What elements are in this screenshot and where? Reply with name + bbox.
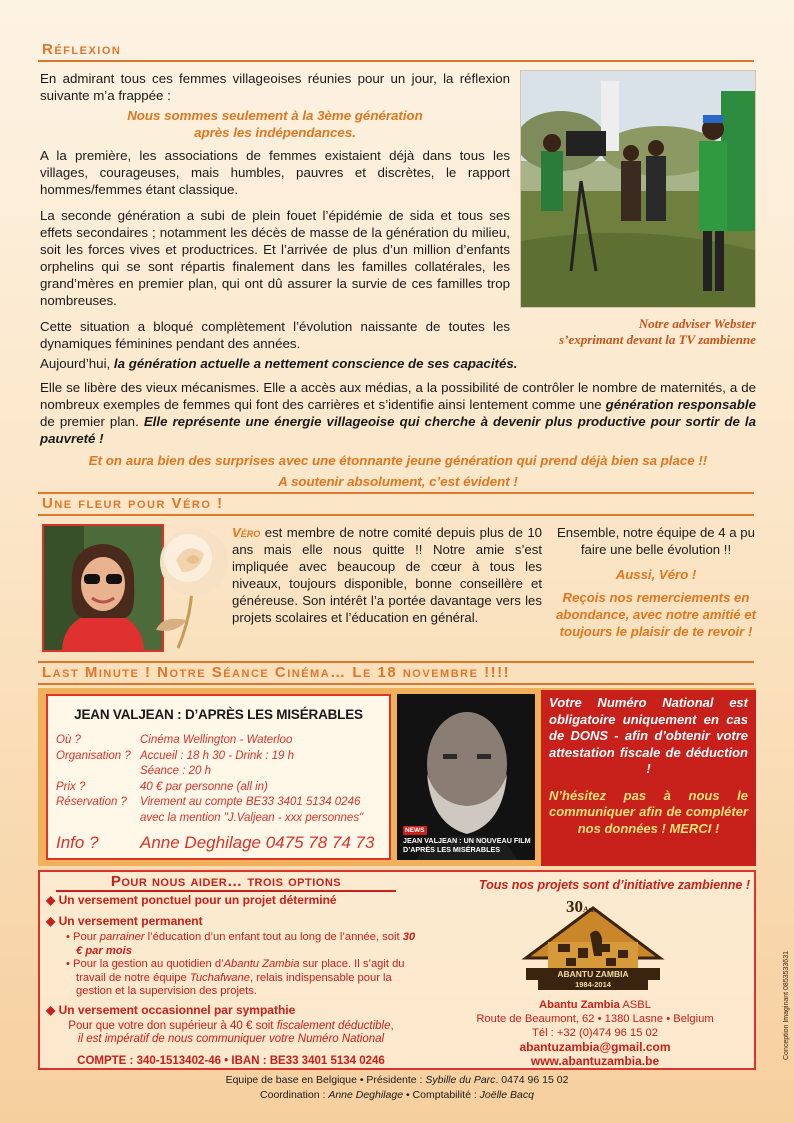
logo-name: ABANTU ZAMBIA [557, 969, 629, 979]
options-list [46, 893, 416, 1070]
design-credit: Conception Imaginant 0853533631 [783, 951, 790, 1060]
reflexion-today: Aujourd’hui, la génération actuelle a nettement conscience de ses capacités. [40, 356, 518, 371]
option-3: ◆ Un versement occasionnel par sympathie [46, 1002, 296, 1017]
vero-right-column: Ensemble, notre équipe de 4 a pu faire une belle évolution !! Aussi, Véro ! Reçois nos remerciements en abondance, avec notre amitié et toujours le plaisir de te revoir ! [555, 525, 757, 639]
logo-dates: 1984-2014 [575, 980, 611, 989]
tv-interview-illustration [521, 71, 756, 308]
reflexion-intro: En admirant tous ces femmes villageoises réunies pour un jour, la réflexion suivante m’a frappée : [40, 71, 510, 103]
org-contact: Abantu Zambia ASBL Route de Beaumont, 62 • 1380 Lasne • Belgium Tél : +32 (0)474 96 15 02 abantuzambia@gmail.com www.abantuzambia.be [450, 998, 740, 1068]
poster-caption: JEAN VALJEAN : UN NOUVEAU FILM D’APRÈS LES MISÉRABLES [403, 836, 531, 854]
reflexion-closing: Et on aura bien des surprises avec une étonnante jeune génération qui prend déjà bien sa place !! A soutenir absolument, c’est évident ! [88, 453, 708, 489]
section-title-reflexion: Réflexion [38, 40, 754, 62]
national-number-box: Votre Numéro National est obligatoire uniquement en cas de DONS - afin d’obtenir votre attestation fiscale de déduction ! N’hésitez pas à nous le communiquer afin de compléter nos données ! MERCI ! [541, 690, 756, 866]
rose-icon [142, 520, 242, 650]
options-title: Pour nous aider… trois options [56, 873, 396, 892]
film-poster [397, 694, 535, 860]
abantu-zambia-logo [518, 898, 668, 994]
poster-news-tag: NEWS [405, 827, 425, 834]
section-title-fleur: Une fleur pour Véro ! [38, 492, 754, 516]
option-2: ◆ Un versement permanent [46, 914, 203, 928]
cinema-rows: Où ? Cinéma Wellington - Waterloo Organisation ? Accueil : 18 h 30 - Drink : 19 h Séance : 20 h Prix ? 40 € par personne (all in) Réservation ? Virement au compte BE33 3401 5134 0246 avec la mention "J.Valjean - xxx personnes" [56, 734, 364, 824]
reflexion-media: Elle se libère des vieux mécanismes. Elle a accès aux médias, a la possibilité de contrôler le nombre de maternités, a de nombreux exemples de femmes qui font des carrières et s’identifie ainsi lentement comme une génération responsable de premier plan. Elle représente une énergie villageoise qui cherche à devenir plus productive pour sortir de la pauvreté ! [40, 380, 756, 446]
vero-text: Véro est membre de notre comité depuis plus de 10 ans mais elle nous quitte !! Notre amie s’est impliquée avec beaucoup de cœur à tous les niveaux, toujours disponible, bonne conseillère et généreuse. Son intérêt l’a portée davantage vers les projets scolaires et l’éducation en général. [232, 525, 542, 625]
cinema-info-row: Info ? Anne Deghilage 0475 78 74 73 [56, 833, 375, 852]
option-2-sub-2: • Pour la gestion au quotidien d’Abantu Zambia sur place. Il s’agit du travail de notre équipe Tuchafwane, relais indispensable pour la gestion et la supervision des projets. [66, 958, 405, 997]
footer: Equipe de base en Belgique • Présidente : Sybille du Parc. 0474 96 15 02 Coordination : Anne Deghilage • Comptabilité : Joëlle Bacq [225, 1074, 569, 1101]
reflexion-quote: Nous sommes seulement à la 3ème génération après les indépendances. [127, 108, 423, 140]
section-title-cinema: Last Minute ! Notre Séance Cinéma… Le 18 novembre !!!! [38, 661, 754, 685]
projects-note: Tous nos projets sont d’initiative zambienne ! [478, 878, 750, 892]
option-1: ◆ Un versement ponctuel pour un projet déterminé [46, 893, 337, 907]
photo-caption: Notre adviser Webster s’exprimant devant la TV zambienne [559, 316, 756, 347]
photo-tv-interview [520, 70, 756, 308]
bank-account: COMPTE : 340-1513402-46 • IBAN : BE33 3401 5134 0246 [77, 1054, 385, 1067]
tax-note-1: Pour que votre don supérieur à 40 € soit fiscalement déductible, [68, 1019, 394, 1032]
option-2-sub-1: • Pour parrainer l’éducation d’un enfant tout au long de l’année, soit 30 € par mois [66, 931, 416, 957]
reflexion-body: A la première, les associations de femmes existaient déjà dans tous les villages, courageuses, mais humbles, pauvres et discrètes, le rapport hommes/femmes étant classique. La seconde génération a subi de plein fouet l’épidémie de sida et tous ses effets secondaires ; notamment les décès de masse de la génération du milieu, soit les forces vives et productrices. Et l’arrivée de plus d’un million d’enfants orphelins qui se sont répartis finalement dans les familles collatérales, les grand’mères en premier plan, qui ont dû assurer la survie de ces familles trop nombreuses. Cette situation a bloqué complètement l’évolution naissante de toutes les dynamiques féminines pendant des années. [40, 148, 510, 351]
logo-years: 30Ans [566, 897, 597, 916]
org-website[interactable]: www.abantuzambia.be [530, 1054, 660, 1068]
cinema-details-box [46, 694, 391, 860]
tax-note-2: il est impératif de nous communiquer votre Numéro National [77, 1033, 385, 1045]
org-email[interactable]: abantuzambia@gmail.com [519, 1040, 671, 1054]
film-title: JEAN VALJEAN : D’APRÈS LES MISÉRABLES [74, 707, 363, 722]
